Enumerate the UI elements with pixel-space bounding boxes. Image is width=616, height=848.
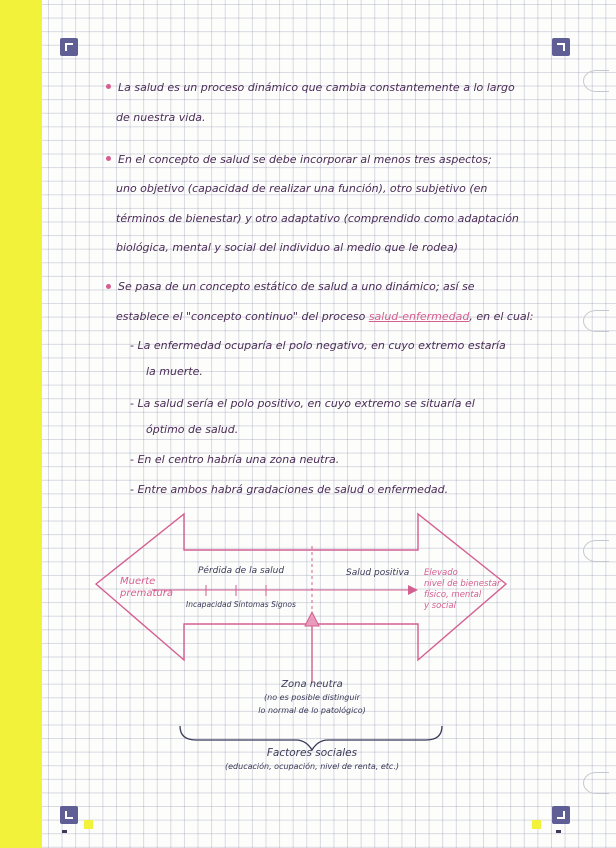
note-text: establece el "concepto continuo" del proceso: [116, 310, 366, 323]
dash-item: - La enfermedad ocuparía el polo negativo, en cuyo extremo estaría: [130, 339, 506, 352]
note-line: términos de bienestar) y otro adaptativo (comprendido como adaptación: [116, 212, 519, 225]
social-factors-title: Factores sociales: [266, 747, 358, 759]
positive-health-label: Salud positiva: [346, 568, 410, 578]
right-end-line: Elevado: [424, 568, 458, 578]
right-end-line: y social: [424, 601, 456, 611]
neutral-zone-subtitle: (no es posible distinguir: [264, 693, 360, 702]
dash-item-continued: la muerte.: [146, 365, 203, 378]
axis-arrowhead-right: [408, 585, 418, 595]
neutral-zone-subtitle: lo normal de lo patológico): [258, 706, 366, 715]
left-end-line: prematura: [120, 588, 173, 599]
highlighted-term: salud-enfermedad: [368, 310, 470, 323]
left-end-label: [120, 576, 173, 600]
note-line: uno objetivo (capacidad de realizar una función), otro subjetivo (en: [116, 182, 488, 195]
note-line: En el concepto de salud se debe incorporar al menos tres aspectos;: [118, 153, 492, 166]
note-line: Se pasa de un concepto estático de salud a uno dinámico; así se: [118, 280, 475, 293]
markers-label: Incapacidad Síntomas Signos: [186, 600, 296, 609]
right-end-line: nivel de bienestar: [424, 579, 501, 589]
neutral-zone-arrowhead: [305, 612, 319, 626]
right-end-label: [424, 568, 500, 612]
neutral-zone-label: [256, 678, 368, 717]
dash-item-continued: óptimo de salud.: [146, 423, 239, 436]
note-line: de nuestra vida.: [116, 111, 206, 124]
left-end-line: Muerte: [120, 576, 156, 587]
social-factors-subtitle: (educación, ocupación, nivel de renta, etc.): [225, 762, 399, 771]
loss-of-health-label: Pérdida de la salud: [198, 566, 285, 576]
dash-item: - En el centro habría una zona neutra.: [130, 453, 340, 466]
dash-item: - Entre ambos habrá gradaciones de salud o enfermedad.: [130, 483, 449, 496]
note-line: biológica, mental y social del individuo al medio que le rodea): [116, 241, 459, 254]
right-end-line: físico, mental: [424, 590, 482, 600]
note-text: , en el cual:: [469, 310, 534, 323]
social-factors-label: [190, 746, 434, 774]
dash-item: - La salud sería el polo positivo, en cuyo extremo se situaría el: [130, 397, 475, 410]
neutral-zone-title: Zona neutra: [281, 679, 343, 690]
note-line: La salud es un proceso dinámico que cambia constantemente a lo largo: [118, 81, 515, 94]
